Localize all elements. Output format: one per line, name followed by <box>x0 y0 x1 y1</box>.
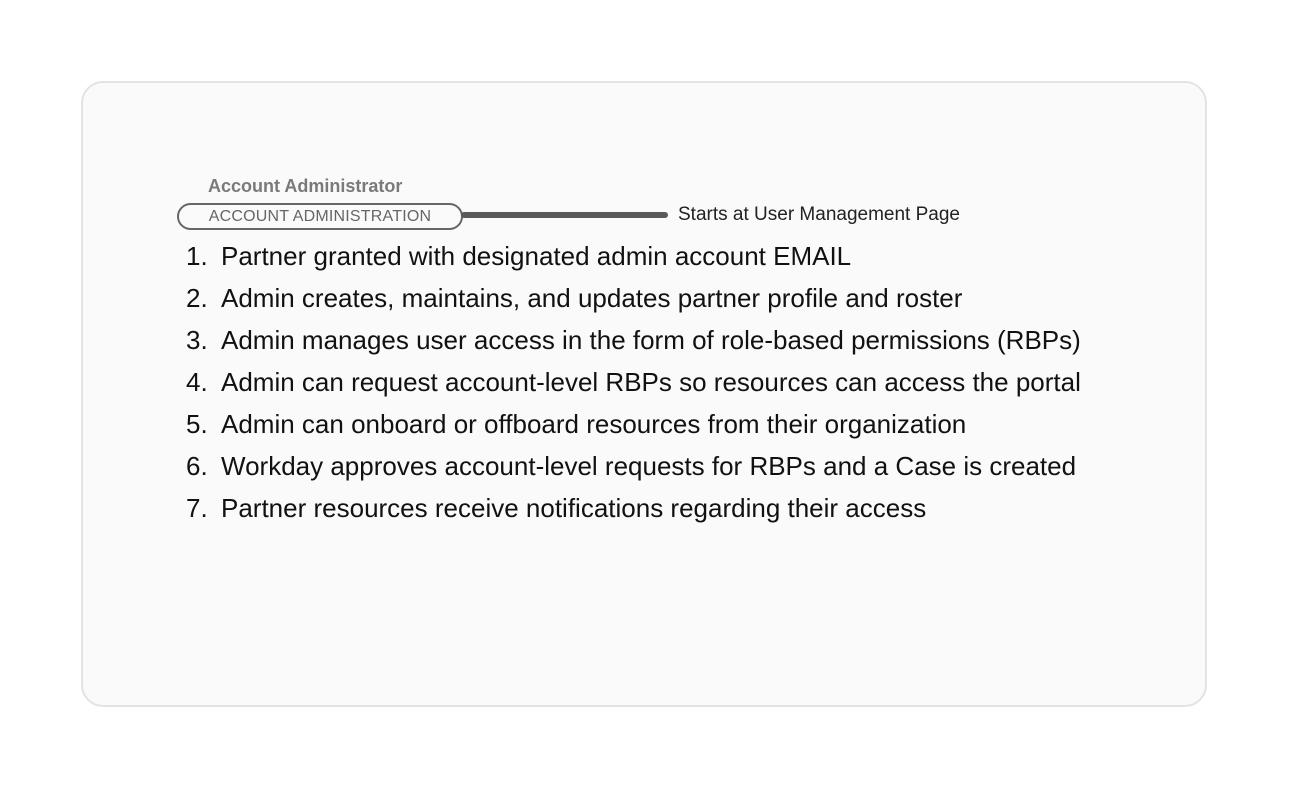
connector-line <box>461 212 668 218</box>
step-item <box>186 403 1116 445</box>
step-item <box>186 445 1116 487</box>
role-label: Account Administrator <box>208 176 403 196</box>
connector-note: Starts at User Management Page <box>678 204 960 225</box>
step-text: Admin can onboard or offboard resources from their organization <box>221 409 967 439</box>
step-number: 4. <box>186 367 208 397</box>
step-item <box>186 235 1116 277</box>
step-item <box>186 361 1116 403</box>
step-item <box>186 319 1116 361</box>
step-number: 2. <box>186 283 208 313</box>
step-number: 6. <box>186 451 208 481</box>
step-text: Partner resources receive notifications regarding their access <box>221 493 927 523</box>
step-text: Admin manages user access in the form of role-based permissions (RBPs) <box>221 325 1081 355</box>
steps-list <box>186 235 1116 529</box>
step-text: Admin creates, maintains, and updates partner profile and roster <box>221 283 963 313</box>
step-text: Workday approves account-level requests for RBPs and a Case is created <box>221 451 1077 481</box>
step-item <box>186 487 1116 529</box>
step-item <box>186 277 1116 319</box>
step-text: Partner granted with designated admin account EMAIL <box>221 241 852 271</box>
step-number: 3. <box>186 325 208 355</box>
stage-pill: ACCOUNT ADMINISTRATION <box>177 203 463 230</box>
step-number: 7. <box>186 493 208 523</box>
step-text: Admin can request account-level RBPs so resources can access the portal <box>221 367 1081 397</box>
step-number: 1. <box>186 241 208 271</box>
step-number: 5. <box>186 409 208 439</box>
